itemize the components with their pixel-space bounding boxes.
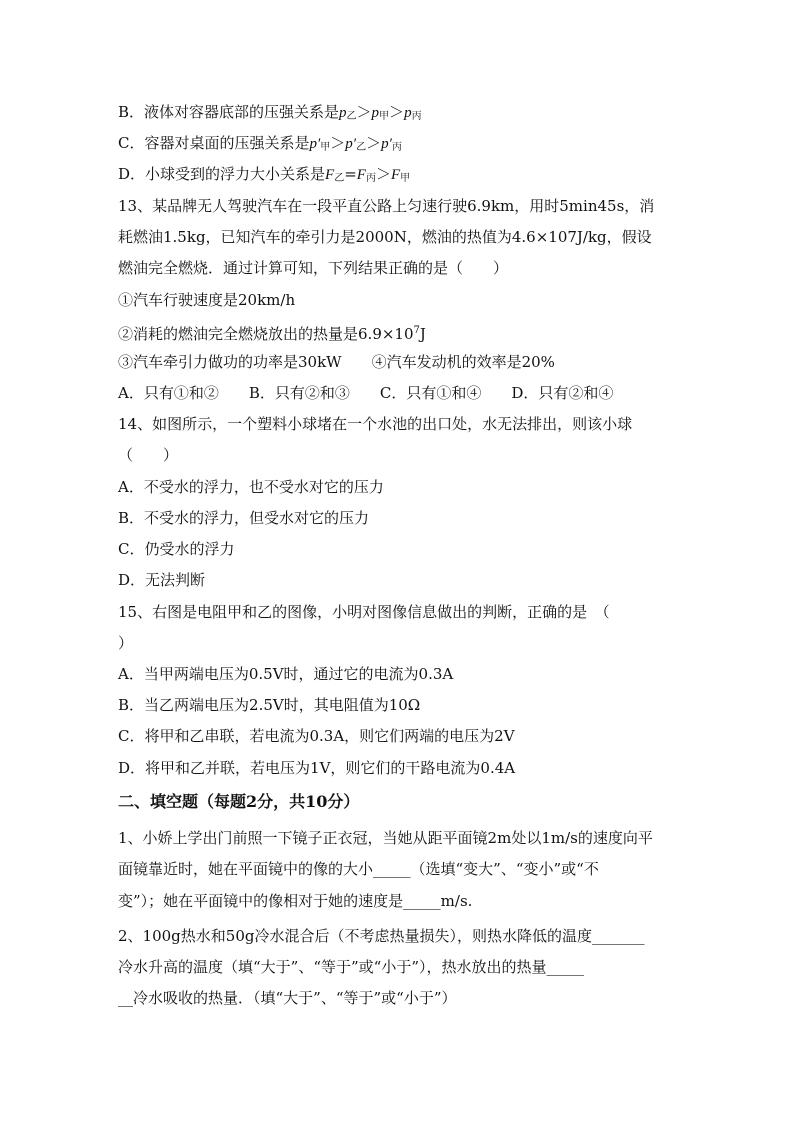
q13-line-1: 13、某品牌无人驾驶汽车在一段平直公路上匀速行驶6.9km，用时5min45s，消 (118, 197, 655, 215)
subscript: 甲 (320, 142, 331, 153)
option-b-prev (118, 102, 422, 127)
option-d-prev (118, 164, 410, 189)
q15-option-c: C．将甲和乙串联，若电流为0.3A，则它们两端的电压为2V (118, 727, 515, 745)
symbol-p: p (404, 105, 412, 121)
subscript: 乙 (334, 173, 345, 184)
q15-option-a: A．当甲两端电压为0.5V时，通过它的电流为0.3A (118, 665, 454, 683)
q13-line-2: 耗燃油1.5kg，已知汽车的牵引力是2000N，燃油的热值为4.6×107J/kg，假设 (118, 228, 652, 246)
operator: ＞ (356, 103, 372, 121)
symbol-p: p (371, 105, 380, 121)
subscript: 丙 (411, 111, 422, 122)
q15-line-2: ） (118, 634, 134, 652)
q13-line-3: 燃油完全燃烧．通过计算可知，下列结果正确的是（ ） (118, 259, 509, 277)
q15-option-b: B．当乙两端电压为2.5V时，其电阻值为10Ω (118, 696, 421, 714)
q13-options: A．只有①和② B．只有②和③ C．只有①和④ D．只有②和④ (118, 384, 614, 402)
option-c-prev (118, 133, 402, 158)
subscript: 甲 (400, 173, 411, 184)
subscript: 丙 (365, 173, 376, 184)
statement-text: ②消耗的燃油完全燃烧放出的热量是6.9×10 (118, 325, 414, 343)
option-text: D．小球受到的浮力大小关系是 (118, 165, 326, 183)
option-text: B．液体对容器底部的压强关系是 (118, 103, 340, 121)
operator: ＞ (330, 134, 346, 152)
subscript: 甲 (379, 111, 390, 122)
symbol-p: p (339, 105, 347, 121)
unit: J (419, 325, 426, 343)
symbol-f: F (325, 167, 335, 183)
exponent: 7 (413, 325, 420, 336)
symbol-p-prime: p′ (381, 136, 392, 152)
q14-option-b: B．不受水的浮力，但受水对它的压力 (118, 509, 370, 527)
option-text: C．容器对桌面的压强关系是 (118, 134, 310, 152)
fill2-line-2: 冷水升高的温度（填“大于”、“等于”或“小于”），热水放出的热量_____ (118, 958, 585, 976)
symbol-f: F (390, 167, 401, 183)
symbol-f: F (356, 167, 366, 183)
q14-option-d: D．无法判断 (118, 571, 206, 589)
symbol-p-prime: p′ (309, 136, 321, 152)
subscript: 乙 (346, 111, 357, 122)
fill2-line-1: 2、100g热水和50g冷水混合后（不考虑热量损失），则热水降低的温度_______ (118, 927, 645, 945)
q13-statement-1: ①汽车行驶速度是20km/h (118, 291, 296, 309)
fill2-line-3: __冷水吸收的热量．（填“大于”、“等于”或“小于”） (118, 989, 457, 1007)
operator: ＞ (389, 103, 405, 121)
q14-option-a: A．不受水的浮力，也不受水对它的压力 (118, 478, 384, 496)
symbol-p-prime: p′ (345, 136, 357, 152)
q14-line-2: （ ） (118, 446, 179, 464)
q13-statement-3-4: ③汽车牵引力做功的功率是30kW ④汽车发动机的效率是20% (118, 353, 555, 371)
section-heading: 二、填空题（每题2分，共10分） (118, 792, 360, 811)
operator: ＞ (375, 165, 391, 183)
fill1-line-2: 面镜靠近时，她在平面镜中的像的大小_____（选填“变大”、“变小”或“不 (118, 860, 599, 878)
q15-line-1: 15、右图是电阻甲和乙的图像，小明对图像信息做出的判断，正确的是 （ (118, 603, 610, 621)
subscript: 丙 (391, 142, 402, 153)
fill1-line-1: 1、小娇上学出门前照一下镜子正衣冠，当她从距平面镜2m处以1m/s的速度向平 (118, 829, 653, 847)
q13-statement-2 (118, 321, 426, 344)
subscript: 乙 (356, 142, 367, 153)
q15-option-d: D．将甲和乙并联，若电压为1V，则它们的干路电流为0.4A (118, 759, 516, 777)
operator: = (344, 165, 357, 183)
fill1-line-3: 变”）；她在平面镜中的像相对于她的速度是_____m/s. (118, 892, 473, 910)
operator: ＞ (366, 134, 382, 152)
q14-option-c: C．仍受水的浮力 (118, 540, 235, 558)
q14-line-1: 14、如图所示，一个塑料小球堵在一个水池的出口处，水无法排出，则该小球 (118, 415, 633, 433)
